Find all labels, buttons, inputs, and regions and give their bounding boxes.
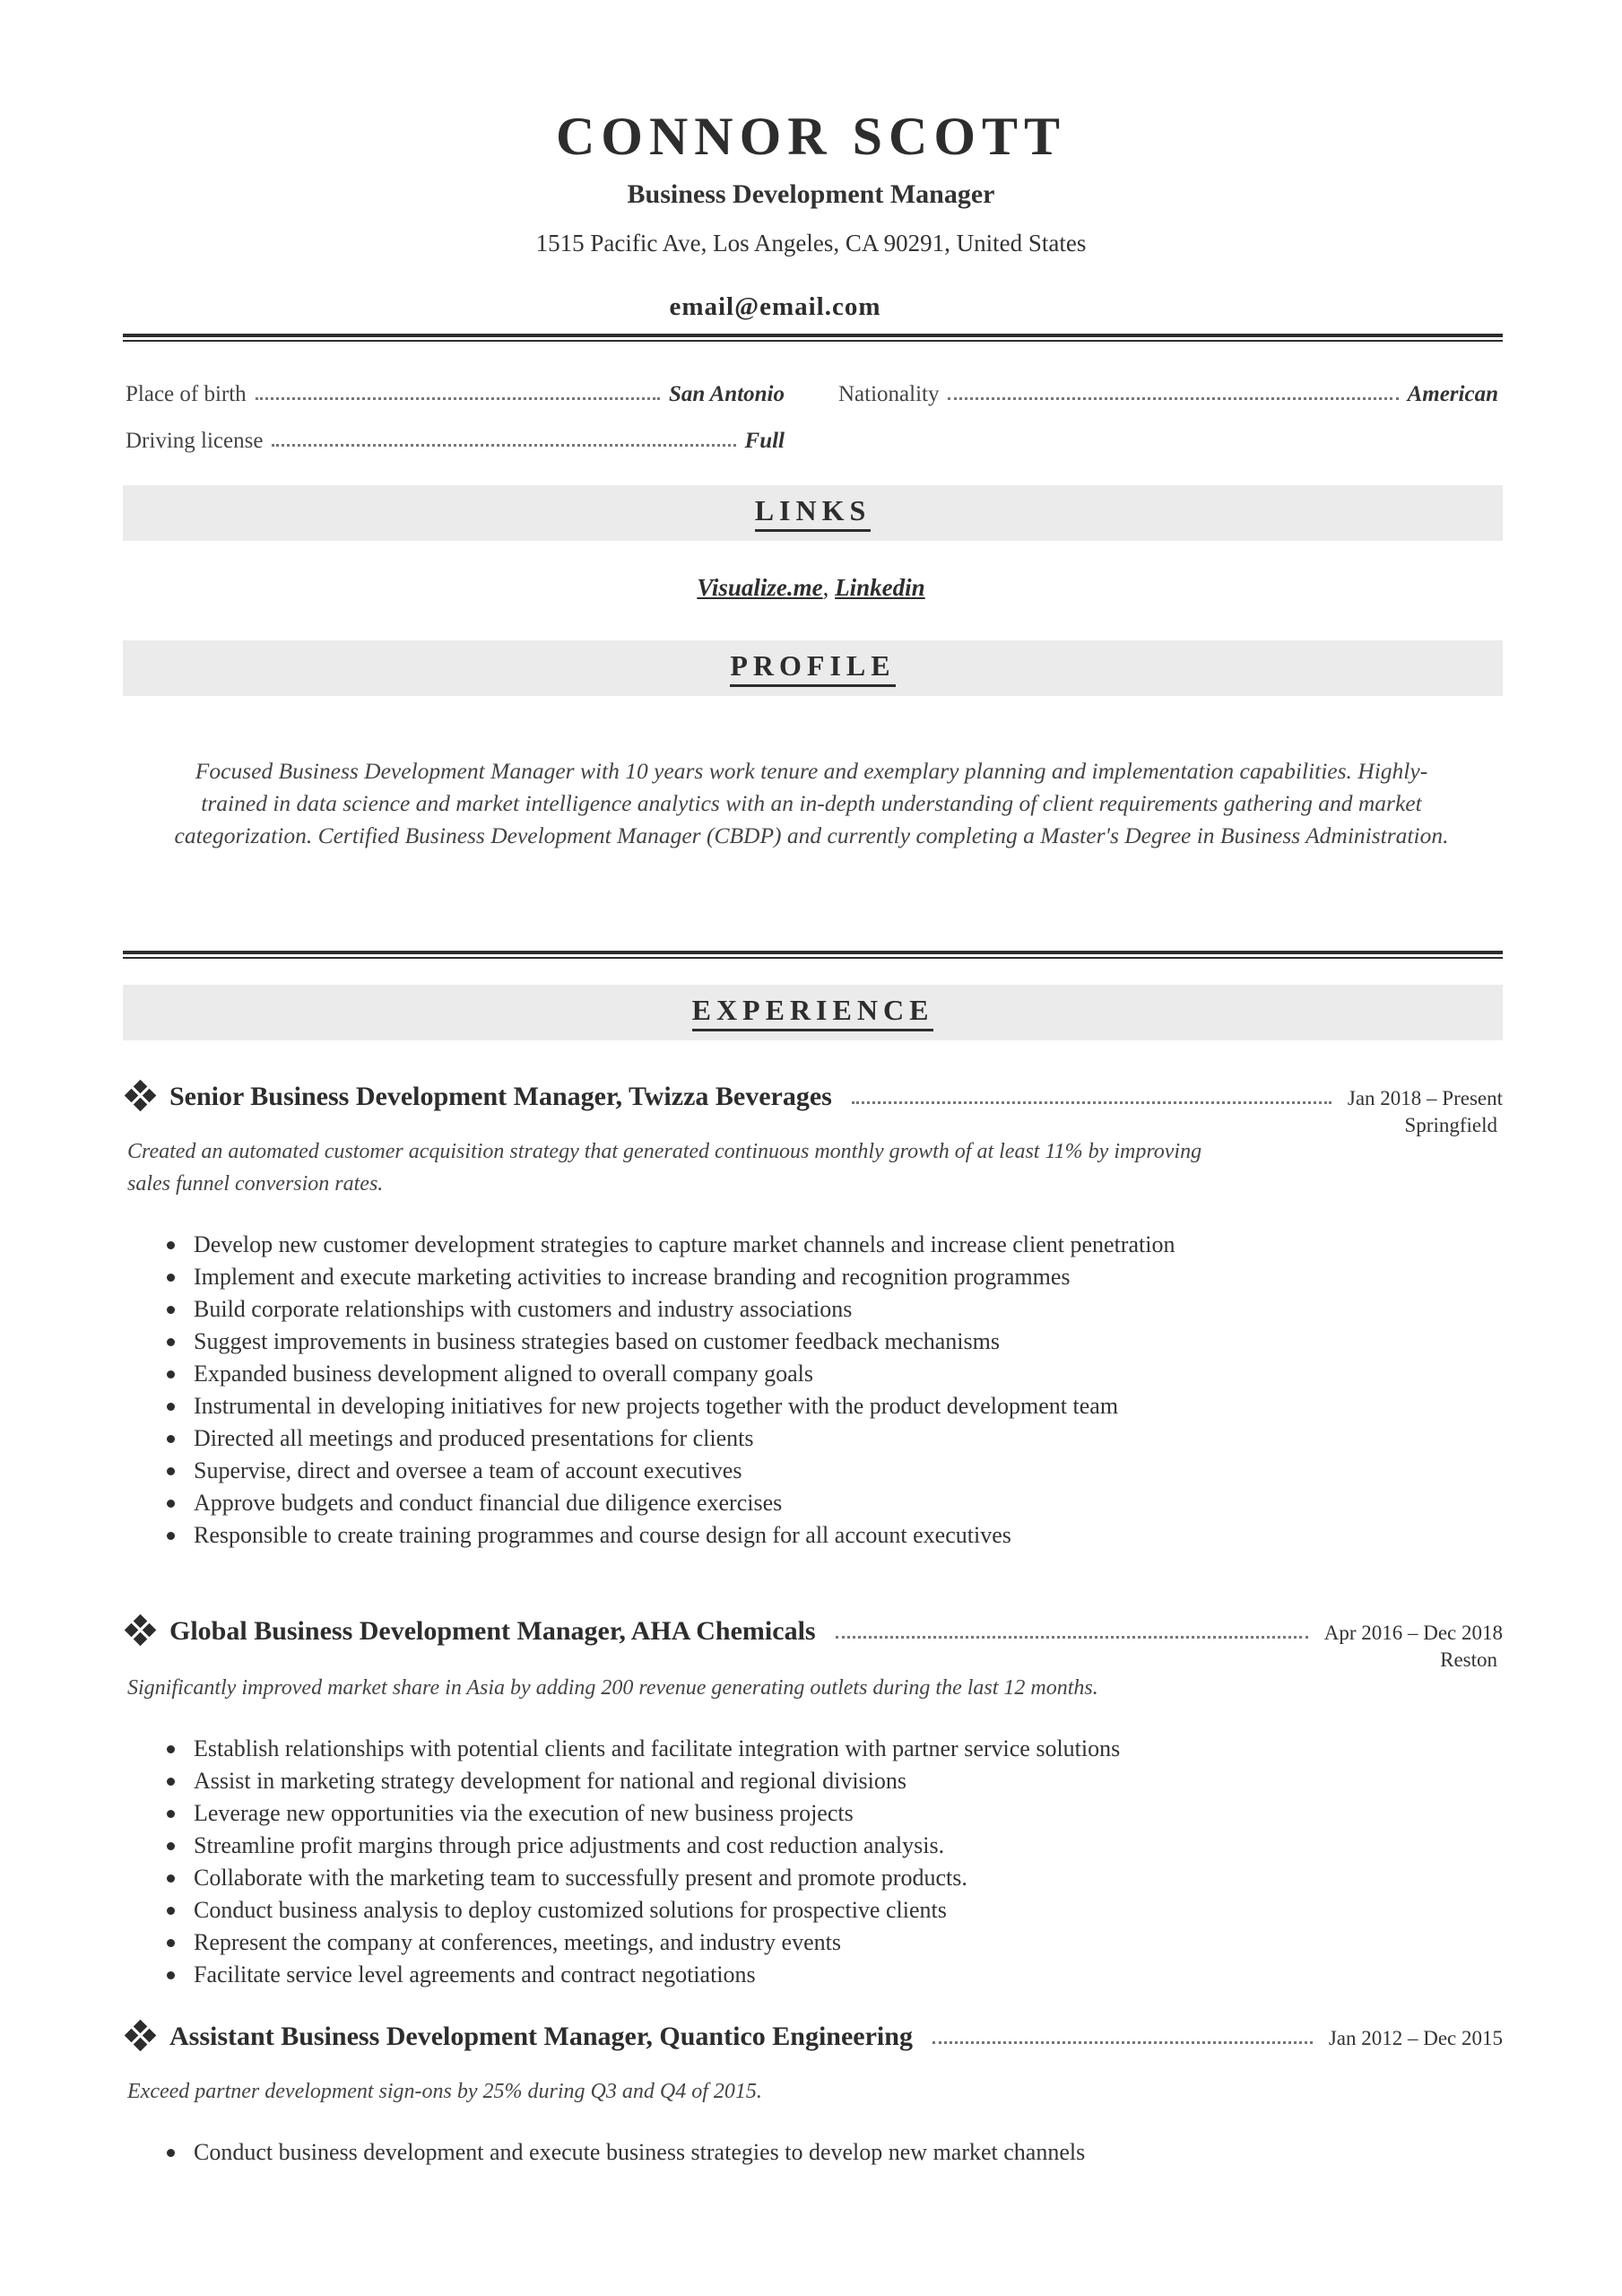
list-item: Streamline profit margins through price adjustments and cost reduction analysis.	[194, 1830, 1234, 1862]
list-item: Suggest improvements in business strategies based on customer feedback mechanisms	[194, 1326, 1234, 1358]
list-item: Establish relationships with potential clients and facilitate integration with partner service solutions	[194, 1733, 1234, 1765]
job-role: Global Business Development Manager, AHA Chemicals	[169, 1616, 816, 1646]
list-item: Approve budgets and conduct financial due diligence exercises	[194, 1487, 1234, 1519]
email: email@email.com	[669, 292, 881, 321]
list-item: Collaborate with the marketing team to successfully present and promote products.	[194, 1862, 1234, 1894]
profile-title: PROFILE	[730, 649, 895, 687]
candidate-title: Business Development Manager	[627, 179, 995, 209]
job-header	[123, 2013, 1503, 2052]
place-of-birth-label: Place of birth	[126, 382, 247, 406]
dot-leader	[272, 443, 735, 447]
nationality-row	[838, 375, 1498, 407]
driving-license-value: Full	[744, 429, 785, 453]
job-bullet-list	[194, 1229, 1234, 1552]
links-title: LINKS	[755, 494, 872, 532]
job-dates: Jan 2012 – Dec 2015	[1328, 2027, 1503, 2049]
place-of-birth-value: San Antonio	[668, 382, 785, 406]
list-item: Conduct business development and execute business strategies to develop new market channels	[194, 2136, 1234, 2169]
driving-license-row	[126, 422, 785, 454]
dot-leader	[948, 396, 1398, 400]
list-item: Assist in marketing strategy development for national and regional divisions	[194, 1765, 1234, 1797]
list-item: Responsible to create training programmes and course design for all account executives	[194, 1519, 1234, 1552]
dot-leader	[256, 396, 660, 400]
list-item: Instrumental in developing initiatives for new projects together with the product development team	[194, 1390, 1234, 1422]
job-dates: Jan 2018 – Present	[1347, 1087, 1503, 1109]
links-section-header	[123, 485, 1503, 541]
list-item: Conduct business analysis to deploy customized solutions for prospective clients	[194, 1894, 1234, 1926]
list-item: Leverage new opportunities via the execution of new business projects	[194, 1797, 1234, 1830]
link-linkedin[interactable]: Linkedin	[835, 574, 925, 601]
job-header	[123, 1607, 1503, 1647]
dot-leader	[836, 1635, 1308, 1639]
link-separator: ,	[822, 574, 829, 601]
experience-title: EXPERIENCE	[692, 994, 934, 1031]
place-of-birth-row	[126, 375, 785, 407]
diamond-bullet-icon	[123, 1611, 159, 1647]
job-role: Senior Business Development Manager, Twizza Beverages	[169, 1082, 832, 1111]
job-location: Reston	[1440, 1648, 1497, 1671]
candidate-name: CONNOR SCOTT	[555, 107, 1067, 166]
list-item: Supervise, direct and oversee a team of account executives	[194, 1455, 1234, 1487]
profile-section-header	[123, 640, 1503, 696]
job-summary: Significantly improved market share in Asia by adding 200 revenue generating outlets during the last 12 months.	[127, 1676, 1098, 1700]
diamond-bullet-icon	[123, 1076, 159, 1112]
profile-divider	[123, 951, 1503, 959]
list-item: Build corporate relationships with customers and industry associations	[194, 1293, 1234, 1326]
job-role: Assistant Business Development Manager, Quantico Engineering	[169, 2022, 913, 2051]
address: 1515 Pacific Ave, Los Angeles, CA 90291, United States	[535, 230, 1087, 257]
link-visualize-me[interactable]: Visualize.me	[697, 574, 823, 601]
job-location: Springfield	[1404, 1114, 1497, 1136]
profile-summary: Focused Business Development Manager with 10 years work tenure and exemplary planning and implementation capabilities. Highly-trained in data science and market intelligence analytics with an in-depth understanding of client requirements gathering and market categorization. Certified Business Development Manager (CBDP) and currently completing a Master's Degree in Business Administration.	[174, 758, 1449, 848]
job-header	[123, 1073, 1503, 1112]
nationality-value: American	[1407, 382, 1498, 406]
dot-leader	[852, 1100, 1331, 1104]
job-summary: Exceed partner development sign-ons by 25% during Q3 and Q4 of 2015.	[127, 2080, 762, 2103]
list-item: Facilitate service level agreements and contract negotiations	[194, 1959, 1234, 1991]
job-bullet-list	[194, 1733, 1234, 1991]
links-list	[0, 574, 1622, 602]
experience-section-header	[123, 985, 1503, 1040]
list-item: Develop new customer development strategies to capture market channels and increase client penetration	[194, 1229, 1234, 1261]
job-bullet-list	[194, 2136, 1234, 2169]
list-item: Directed all meetings and produced presentations for clients	[194, 1422, 1234, 1455]
list-item: Represent the company at conferences, meetings, and industry events	[194, 1926, 1234, 1959]
job-summary: Created an automated customer acquisition strategy that generated continuous monthly growth of at least 11% by improving sales funnel conversion rates.	[127, 1140, 1202, 1196]
nationality-label: Nationality	[838, 382, 940, 406]
dot-leader	[932, 2040, 1313, 2044]
list-item: Implement and execute marketing activities to increase branding and recognition programmes	[194, 1261, 1234, 1293]
driving-license-label: Driving license	[126, 429, 264, 453]
header-divider	[123, 334, 1503, 342]
diamond-bullet-icon	[123, 2016, 159, 2052]
list-item: Expanded business development aligned to overall company goals	[194, 1358, 1234, 1390]
job-dates: Apr 2016 – Dec 2018	[1323, 1622, 1503, 1644]
